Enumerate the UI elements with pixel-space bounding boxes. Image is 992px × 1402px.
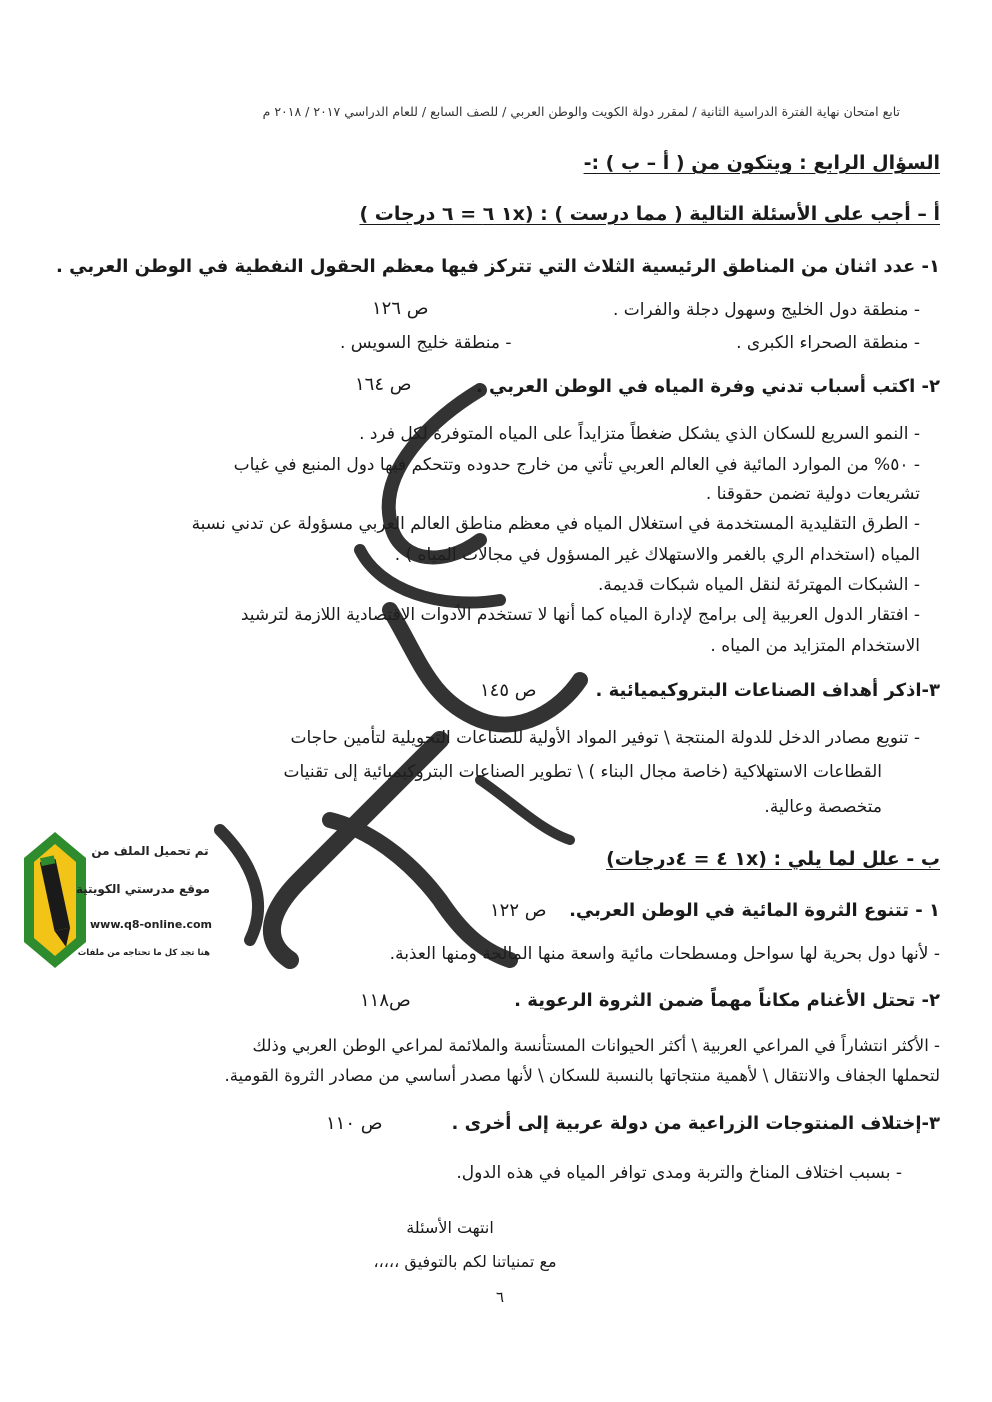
handwritten-watermark <box>180 360 640 980</box>
part-b-q2-answer-line: - الأكثر انتشاراً في المراعي العربية \ أكثر الحيوانات المستأنسة والملائمة لمراعي الوطن العربي وذلك <box>252 1036 940 1055</box>
part-a-q2-answer-line: تشريعات دولية تضمن حقوقنا . <box>705 484 920 504</box>
part-a-title: أ – أجب على الأسئلة التالية ( مما درست ) : (١x ٦ = ٦ درجات ) <box>359 203 940 225</box>
question-four-title: السؤال الرابع : ويتكون من ( أ – ب ) :- <box>583 152 940 174</box>
part-a-question-2: ٢- اكتب أسباب تدني وفرة المياه في الوطن العربي . <box>475 376 940 397</box>
part-b-question-2: ٢- تحتل الأغنام مكاناً مهماً ضمن الثروة الرعوية . <box>514 990 940 1011</box>
part-a-q3-answer-line: متخصصة وعالية. <box>764 797 882 817</box>
part-b-q3-answer: - بسبب اختلاف المناخ والتربة ومدى توافر المياه في هذه الدول. <box>456 1163 902 1183</box>
part-b-q2-answer-line: لتحملها الجفاف والانتقال \ لأهمية منتجاتها بالنسبة للسكان \ لأنها مصدر أساسي من مصادر الثروة القومية. <box>224 1066 940 1085</box>
page-number: ٦ <box>495 1288 505 1306</box>
part-a-q1-page-ref: ص ١٢٦ <box>372 298 429 319</box>
logo-url: www.q8-online.com <box>90 918 212 931</box>
exam-header: تابع امتحان نهاية الفترة الدراسية الثانية / لمقرر دولة الكويت والوطن العربي / للصف السابع / للعام الدراسي ٢٠١٧ / ٢٠١٨ م <box>262 104 900 119</box>
part-a-q2-answer-line: - الطرق التقليدية المستخدمة في استغلال المياه في معظم مناطق العالم العربي مسؤولة عن تدني نسبة <box>191 514 920 534</box>
part-b-title: ب - علل لما يلي : (١x ٤ = ٤درجات) <box>606 848 940 870</box>
part-a-q3-answer-line: - تنويع مصادر الدخل للدولة المنتجة \ توفير المواد الأولية للصناعات التحويلية لتأمين حاجات <box>290 728 920 748</box>
logo-line-2: موقع مدرستي الكويتية <box>75 882 210 896</box>
part-a-q1-answer-2: - منطقة الصحراء الكبرى . <box>736 333 920 353</box>
logo-line-1: تم تحميل الملف من <box>91 844 209 858</box>
part-a-q3-page-ref: ص ١٤٥ <box>480 680 537 701</box>
part-b-q1-page-ref: ص ١٢٢ <box>490 900 547 921</box>
part-a-q2-answer-line: - ٥٠% من الموارد المائية في العالم العربي تأتي من خارج حدوده وتتحكم فيها دول المنبع في غياب <box>233 455 920 475</box>
end-of-questions: انتهت الأسئلة <box>406 1218 494 1237</box>
part-a-q2-page-ref: ص ١٦٤ <box>355 374 412 395</box>
part-a-q3-answer-line: القطاعات الاستهلاكية (خاصة مجال البناء ) \ تطوير الصناعات البتروكيميائية إلى تقنيات <box>283 762 882 782</box>
part-a-q2-answer-line: المياه (استخدام الري بالغمر والاستهلاك غير المسؤول في مجالات المياه ) . <box>394 545 920 565</box>
part-b-question-3: ٣-إختلاف المنتوجات الزراعية من دولة عربية إلى أخرى . <box>451 1113 940 1134</box>
logo-line-4: هنا تجد كل ما تحتاجه من ملفات <box>77 948 210 958</box>
part-b-q2-page-ref: ص١١٨ <box>360 990 411 1011</box>
part-b-q1-answer: - لأنها دول بحرية لها سواحل ومسطحات مائية واسعة منها المالحة ومنها العذبة. <box>389 944 940 964</box>
part-a-q1-answer-1: - منطقة دول الخليج وسهول دجلة والفرات . <box>612 300 920 320</box>
part-b-question-1: ١ - تتنوع الثروة المائية في الوطن العربي. <box>569 900 940 921</box>
part-a-q2-answer-line: - النمو السريع للسكان الذي يشكل ضغطاً متزايداً على المياه المتوفرة لكل فرد . <box>359 424 920 444</box>
part-a-question-1: ١- عدد اثنان من المناطق الرئيسية الثلاث التي تتركز فيها معظم الحقول النفطية في الوطن العربي . <box>56 256 940 277</box>
part-b-q3-page-ref: ص ١١٠ <box>326 1113 383 1134</box>
part-a-q2-answer-line: - الشبكات المهترئة لنقل المياه شبكات قديمة. <box>597 575 920 595</box>
part-a-q2-answer-line: - افتقار الدول العربية إلى برامج لإدارة المياه كما أنها لا تستخدم الأدوات الاقتصادية اللازمة لترشيد <box>240 605 920 625</box>
part-a-q1-answer-3: - منطقة خليج السويس . <box>340 333 512 353</box>
closing-wishes: مع تمنياتنا لكم بالتوفيق ،،،،، <box>373 1252 557 1271</box>
part-a-q2-answer-line: الاستخدام المتزايد من المياه . <box>710 636 920 656</box>
part-a-question-3: ٣-اذكر أهداف الصناعات البتروكيميائية . <box>595 680 940 701</box>
site-logo <box>20 830 210 970</box>
